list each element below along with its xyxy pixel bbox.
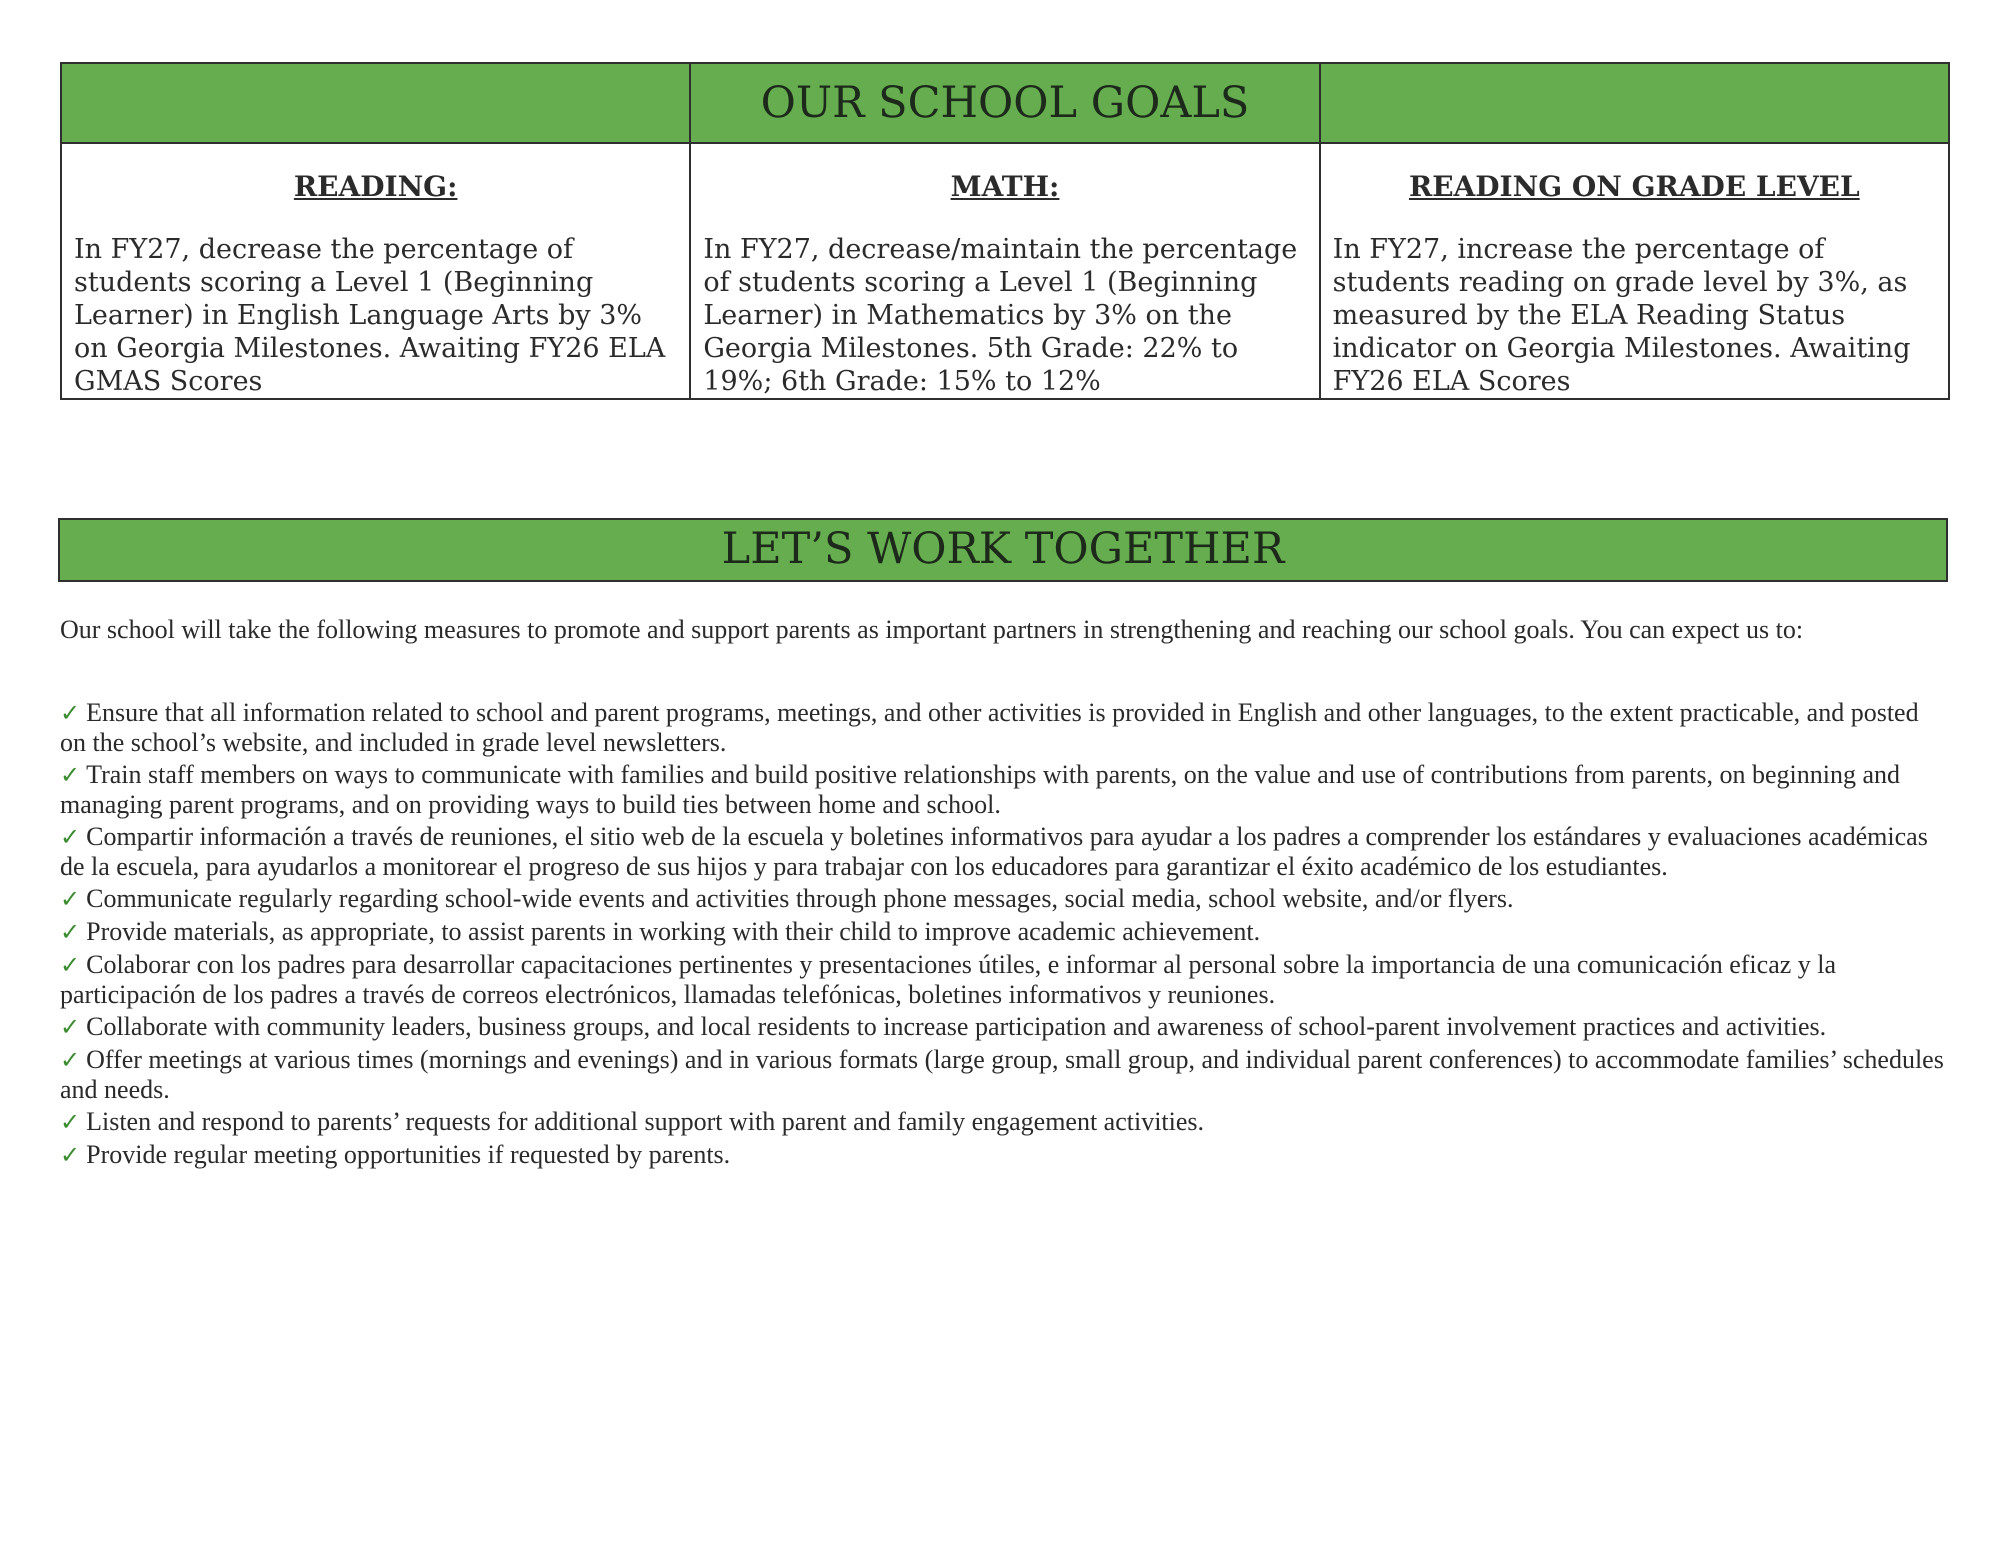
goals-content-row <box>61 143 1949 399</box>
checkmark-icon: ✓ <box>60 918 81 946</box>
list-item-text: Ensure that all information related to school and parent programs, meetings, and other activities is provided in English and other languages, to the extent practicable, and posted on the school’s website, and included in grade level newsletters. <box>60 698 1919 757</box>
goal-math <box>690 143 1319 399</box>
goals-title: OUR SCHOOL GOALS <box>760 78 1250 128</box>
checkmark-icon: ✓ <box>60 1108 81 1136</box>
goal-text: In FY27, decrease the percentage of students scoring a Level 1 (Beginning Learner) in English Language Arts by 3% on Georgia Milestones. Awaiting FY26 ELA GMAS Scores <box>74 234 666 397</box>
list-item-text: Listen and respond to parents’ requests for additional support with parent and family engagement activities. <box>86 1107 1205 1136</box>
list-item-text: Provide regular meeting opportunities if requested by parents. <box>86 1140 731 1169</box>
work-together-intro: Our school will take the following measures to promote and support parents as important partners in strengthening and reaching our school goals. You can expect us to: <box>60 615 1804 644</box>
list-item <box>60 760 1950 819</box>
checkmark-icon: ✓ <box>60 951 81 979</box>
measures-list <box>60 698 1950 1173</box>
list-item <box>60 950 1950 1009</box>
list-item <box>60 698 1950 757</box>
goal-heading: MATH: <box>950 170 1060 203</box>
list-item-text: Compartir información a través de reuniones, el sitio web de la escuela y boletines informativos para ayudar a los padres a comprender los estándares y evaluaciones académicas de la escuela, para ayudarlos a monitorear el progreso de sus hijos y para trabajar con los educadores para garantizar el éxito académico de los estudiantes. <box>60 822 1928 881</box>
checkmark-icon: ✓ <box>60 1013 81 1041</box>
list-item <box>60 1140 1950 1170</box>
checkmark-icon: ✓ <box>60 885 81 913</box>
checkmark-icon: ✓ <box>60 1046 81 1074</box>
goal-text: In FY27, decrease/maintain the percentage of students scoring a Level 1 (Beginning Learner) in Mathematics by 3% on the Georgia Milestones. 5th Grade: 22% to 19%; 6th Grade: 15% to 12% <box>703 234 1298 397</box>
list-item-text: Collaborate with community leaders, business groups, and local residents to increase participation and awareness of school-parent involvement practices and activities. <box>86 1012 1827 1041</box>
list-item-text: Train staff members on ways to communicate with families and build positive relationships with parents, on the value and use of contributions from parents, on beginning and managing parent programs, and on providing ways to build ties between home and school. <box>60 760 1900 819</box>
goals-banner-left <box>61 63 690 143</box>
goal-heading: READING ON GRADE LEVEL <box>1408 170 1860 203</box>
goal-reading-grade-level <box>1320 143 1949 399</box>
list-item <box>60 822 1950 881</box>
goal-heading: READING: <box>293 170 458 203</box>
goal-text: In FY27, increase the percentage of students reading on grade level by 3%, as measured by the ELA Reading Status indicator on Georgia Milestones. Awaiting FY26 ELA Scores <box>1332 234 1911 397</box>
work-together-title: LET’S WORK TOGETHER <box>721 524 1285 574</box>
list-item-text: Colaborar con los padres para desarrollar capacitaciones pertinentes y presentaciones útiles, e informar al personal sobre la importancia de una comunicación eficaz y la participación de los padres a través de correos electrónicos, llamadas telefónicas, boletines informativos y reuniones. <box>60 950 1837 1009</box>
checkmark-icon: ✓ <box>60 699 81 727</box>
list-item <box>60 1045 1950 1104</box>
list-item <box>60 917 1950 947</box>
list-item-text: Communicate regularly regarding school-wide events and activities through phone messages, social media, school website, and/or flyers. <box>86 884 1514 913</box>
list-item-text: Provide materials, as appropriate, to assist parents in working with their child to improve academic achievement. <box>86 917 1261 946</box>
list-item-text: Offer meetings at various times (mornings and evenings) and in various formats (large group, small group, and individual parent conferences) to accommodate families’ schedules and needs. <box>60 1045 1944 1104</box>
list-item <box>60 884 1950 914</box>
checkmark-icon: ✓ <box>60 823 81 851</box>
list-item <box>60 1107 1950 1137</box>
checkmark-icon: ✓ <box>60 1141 81 1169</box>
work-together-banner <box>58 518 1948 582</box>
goals-banner-center <box>690 63 1319 143</box>
goal-reading <box>61 143 690 399</box>
checkmark-icon: ✓ <box>60 761 81 789</box>
list-item <box>60 1012 1950 1042</box>
school-goals-table <box>60 62 1950 400</box>
goals-banner-right <box>1320 63 1949 143</box>
goals-banner-row <box>61 63 1949 143</box>
